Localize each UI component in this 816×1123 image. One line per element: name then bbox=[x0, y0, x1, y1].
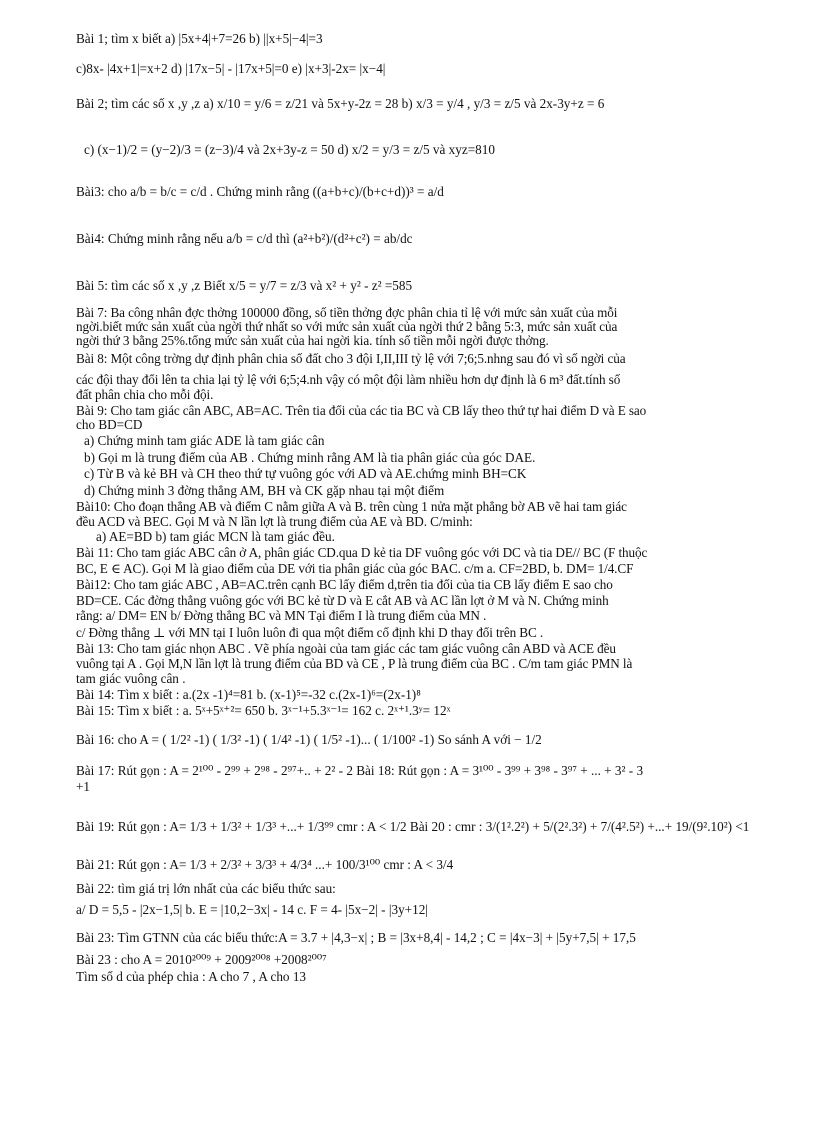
problem-13-line-c: tam giác vuông cân . bbox=[76, 671, 186, 686]
problem-2-line-b: c) (x−1)/2 = (y−2)/3 = (z−3)/4 và 2x+3y-z = 50 d) x/2 = y/3 = z/5 và xyz=810 bbox=[84, 142, 495, 157]
problem-7-line-a: Bài 7: Ba công nhân đợc thởng 100000 đồng, số tiền thởng đợc phân chia tỉ lệ với mức sản xuất của mỗi bbox=[76, 305, 618, 320]
problem-8-line-b: các đội thay đổi lên ta chia lại tỷ lệ với 6;5;4.nh vậy có một đội làm nhiều hơn dự định là 6 m³ đất.tính số bbox=[76, 372, 621, 387]
problem-22-heading: Bài 22: tìm giá trị lớn nhất của các biểu thức sau: bbox=[76, 881, 336, 896]
problem-12-line-b: BD=CE. Các đờng thẳng vuông góc với BC kẻ từ D và E cắt AB và AC lần lợt ở M và N. Chứng minh bbox=[76, 593, 609, 608]
problem-12-line-c: rằng: a/ DM= EN b/ Đờng thẳng BC và MN Tại điểm I là trung điểm của MN . bbox=[76, 608, 487, 623]
problem-3: Bài3: cho a/b = b/c = c/d . Chứng minh rằng ((a+b+c)/(b+c+d))³ = a/d bbox=[76, 184, 444, 199]
problem-12-line-a: Bài12: Cho tam giác ABC , AB=AC.trên cạnh BC lấy điểm d,trên tia đối của tia CB lấy điểm E sao cho bbox=[76, 577, 613, 592]
problem-23-line-c: Tìm số d của phép chia : A cho 7 , A cho 13 bbox=[76, 969, 307, 984]
problem-11-line-a: Bài 11: Cho tam giác ABC cân ở A, phân giác CD.qua D kẻ tia DF vuông góc với DC và tia DE// BC (F thuộc bbox=[76, 545, 648, 560]
problem-7-line-b: ngời.biết mức sản xuất của ngời thứ nhất so với mức sản xuất của ngời thứ 2 bằng 5:3, mức sản xuất của bbox=[76, 319, 618, 334]
problem-13-line-a: Bài 13: Cho tam giác nhọn ABC . Vẽ phía ngoài của tam giác các tam giác vuông cân ABD và ACE đều bbox=[76, 641, 616, 656]
problem-9-item-d: d) Chứng minh 3 đờng thẳng AM, BH và CK gặp nhau tại một điểm bbox=[84, 483, 445, 498]
problem-16: Bài 16: cho A = ( 1/2² -1) ( 1/3² -1) ( 1/4² -1) ( 1/5² -1)... ( 1/100² -1) So sánh A với − 1/2 bbox=[76, 732, 542, 747]
problem-12-line-d: c/ Đờng thẳng ⊥ với MN tại I luôn luôn đi qua một điểm cố định khi D thay đổi trên BC . bbox=[76, 625, 544, 640]
problem-14: Bài 14: Tìm x biết : a.(2x -1)⁴=81 b. (x-1)⁵=-32 c.(2x-1)⁶=(2x-1)⁸ bbox=[76, 687, 421, 702]
problem-10-line-a: Bài10: Cho đoạn thẳng AB và điểm C nằm giữa A và B. trên cùng 1 nửa mặt phẳng bờ AB vẽ hai tam giác bbox=[76, 499, 627, 514]
problem-9-line-b: cho BD=CD bbox=[76, 417, 143, 432]
problem-9-item-a: a) Chứng minh tam giác ADE là tam giác cân bbox=[84, 433, 325, 448]
problem-8-line-c: đất phân chia cho mỗi đội. bbox=[76, 387, 214, 402]
problem-15: Bài 15: Tìm x biết : a. 5ˣ+5ˣ⁺²= 650 b. 3ˣ⁻¹+5.3ˣ⁻¹= 162 c. 2ˣ⁺¹.3ʸ= 12ˣ bbox=[76, 703, 451, 718]
problem-23-line-a: Bài 23: Tìm GTNN của các biểu thức:A = 3.7 + |4,3−x| ; B = |3x+8,4| - 14,2 ; C = |4x−3| + |5y+7,5| + 17,5 bbox=[76, 930, 636, 945]
problem-10-line-c: a) AE=BD b) tam giác MCN là tam giác đều. bbox=[96, 529, 335, 544]
problem-17-line-b: +1 bbox=[76, 779, 91, 794]
problem-7-line-c: ngời thứ 3 bằng 25%.tổng mức sản xuất của hai ngời kia. tính số tiền mỗi ngời được thởng. bbox=[76, 333, 549, 348]
problem-21: Bài 21: Rút gọn : A= 1/3 + 2/3² + 3/3³ + 4/3⁴ ...+ 100/3¹⁰⁰ cmr : A < 3/4 bbox=[76, 857, 454, 872]
problem-23-line-b: Bài 23 : cho A = 2010²⁰⁰⁹ + 2009²⁰⁰⁸ +2008²⁰⁰⁷ bbox=[76, 952, 327, 967]
problem-13-line-b: vuông tại A . Gọi M,N lần lợt là trung điểm của BD và CE , P là trung điểm của BC . C/m tam giác PMN là bbox=[76, 656, 633, 671]
problem-22-items: a/ D = 5,5 - |2x−1,5| b. E = |10,2−3x| - 14 c. F = 4- |5x−2| - |3y+12| bbox=[76, 902, 428, 917]
problem-1-line-b: c)8x- |4x+1|=x+2 d) |17x−5| - |17x+5|=0 e) |x+3|-2x= |x−4| bbox=[76, 61, 386, 76]
problem-11-line-b: BC, E ∈ AC). Gọi M là giao điểm của DE với tia phân giác của góc BAC. c/m a. CF=2BD, b. DM= 1/4.CF bbox=[76, 561, 634, 576]
problem-1-line-a: Bài 1; tìm x biết a) |5x+4|+7=26 b) ||x+5|−4|=3 bbox=[76, 31, 323, 46]
problem-2-line-a: Bài 2; tìm các số x ,y ,z a) x/10 = y/6 = z/21 và 5x+y-2z = 28 b) x/3 = y/4 , y/3 = z/5 và 2x-3y+z = 6 bbox=[76, 96, 605, 111]
problem-4: Bài4: Chứng minh rằng nếu a/b = c/d thì (a²+b²)/(d²+c²) = ab/dc bbox=[76, 231, 413, 246]
problem-5: Bài 5: tìm các số x ,y ,z Biết x/5 = y/7 = z/3 và x² + y² - z² =585 bbox=[76, 278, 413, 293]
problem-9-line-a: Bài 9: Cho tam giác cân ABC, AB=AC. Trên tia đối của các tia BC và CB lấy theo thứ tự hai điểm D và E sao bbox=[76, 403, 647, 418]
problem-9-item-c: c) Từ B và kẻ BH và CH theo thứ tự vuông góc với AD và AE.chứng minh BH=CK bbox=[84, 466, 527, 481]
problem-17-line-a: Bài 17: Rút gọn : A = 2¹⁰⁰ - 2⁹⁹ + 2⁹⁸ - 2⁹⁷+.. + 2² - 2 Bài 18: Rút gọn : A = 3¹⁰⁰ - 3⁹⁹ + 3⁹⁸ - 3⁹⁷ + ... + 3² - 3 bbox=[76, 763, 644, 778]
problem-9-item-b: b) Gọi m là trung điểm của AB . Chứng minh rằng AM là tia phân giác của góc DAE. bbox=[84, 450, 536, 465]
problem-8-line-a: Bài 8: Một công trờng dự định phân chia số đất cho 3 đội I,II,III tỷ lệ với 7;6;5.nhng sau đó vì số ngời của bbox=[76, 351, 626, 366]
problem-19-20: Bài 19: Rút gọn : A= 1/3 + 1/3² + 1/3³ +...+ 1/3⁹⁹ cmr : A < 1/2 Bài 20 : cmr : 3/(1².2²) + 5/(2².3²) + 7/(4².5²) +...+ 19/(9².10²) <1 bbox=[76, 819, 750, 834]
problem-10-line-b: đều ACD và BEC. Gọi M và N lần lợt là trung điểm của AE và BD. C/minh: bbox=[76, 514, 473, 529]
